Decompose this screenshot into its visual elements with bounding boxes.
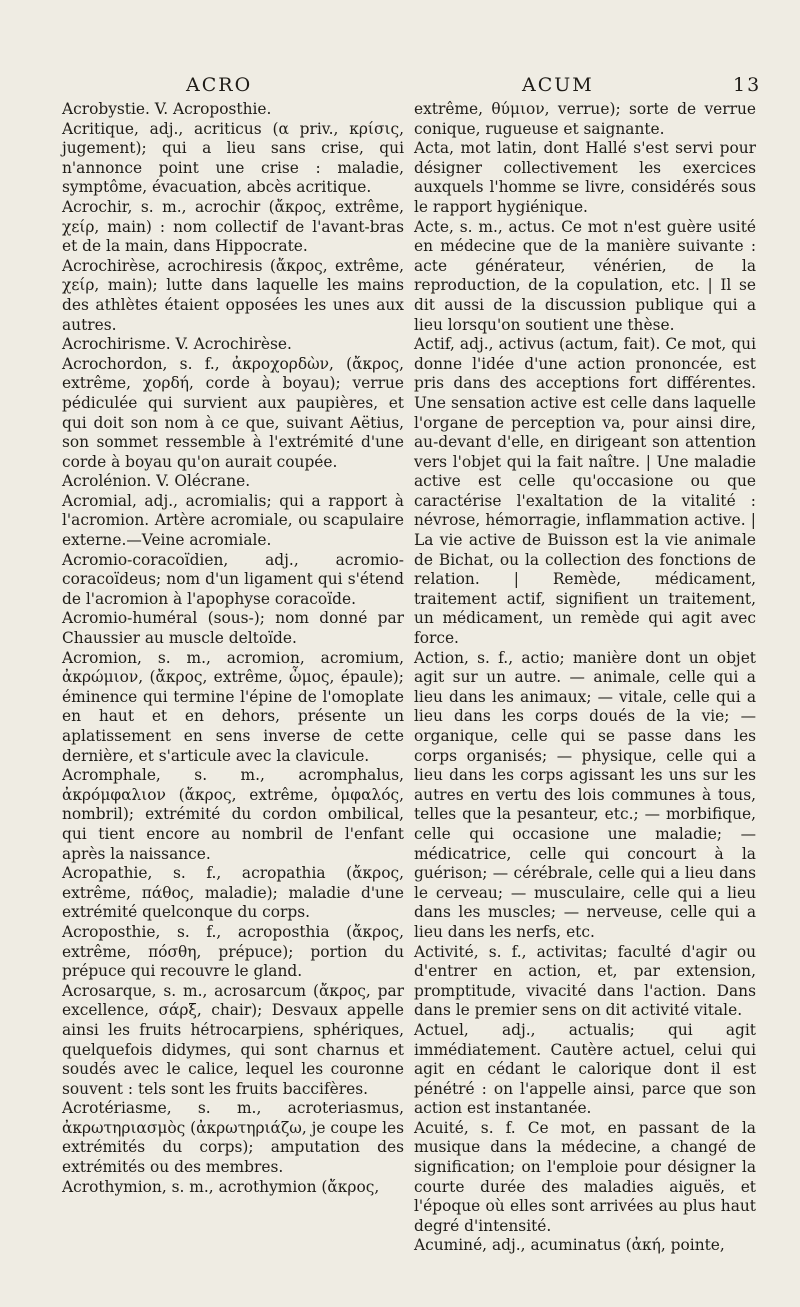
entry-acrobystie: Acrobystie. V. Acroposthie.	[62, 100, 272, 118]
entry-acropathie: Acropathie, s. f., acropathia (ἄκρος, extrême, πάθος, maladie); maladie d'une extrémité quelconque du corps.	[62, 864, 404, 922]
entry-acrolenion: Acrolénion. V. Olécrane.	[62, 472, 251, 491]
entry-actif: Actif, adj., activus (actum, fait). Ce mot, qui donne l'idée d'une action prononcée, est pris dans des acceptions fort différentes. Une sensation active est celle dans laquelle l'organe de perception va, pour ainsi dire, au-devant d'elle, en dirigeant son attention vers l'objet qui la fait naître. | Une maladie active est celle qu'occasione ou que caractérise l'exaltation de la vitalité : névrose, hémorragie, inflammation active. | La vie active de Buisson est la vie animale de Bichat, ou la collection des fonctions de relation. | Remède, médicament, traitement actif, signifient un traitement, un médicament, un remède qui agit avec force.	[414, 335, 756, 648]
entry-acrochordon: Acrochordon, s. f., ἀκροχορδὼν, (ἄκρος, extrême, χορδή, corde à boyau); verrue pédiculée qui survient aux paupières, et qui doit son nom à ce que, suivant Aëtius, son sommet ressemble à l'extrémité d'une corde à boyau qu'on aurait coupée.	[62, 354, 404, 471]
entry-acrochir: Acrochir, s. m., acrochir (ἄκρος, extrême, χείρ, main) : nom collectif de l'avant-bras et de la main, dans Hippocrate.	[62, 197, 404, 256]
entry-acromion: Acromion, s. m., acromion, acromium, ἀκρώμιον, (ἄκρος, extrême, ὦμος, épaule); éminence qui termine l'épine de l'omoplate en haut et en dehors, présente un aplatissement en sens inverse de cette dernière, et s'articule avec la clavicule.	[62, 648, 404, 765]
entry-activite: Activité, s. f., activitas; faculté d'agir ou d'entrer en action, et, par extension, promptitude, vivacité dans l'action. Dans dans le premier sens on dit activité vitale.	[414, 942, 756, 1020]
entry-acte: Acte, s. m., actus. Ce mot n'est guère usité en médecine que de la manière suivante : acte générateur, vénérien, de la reproduction, de la copulation, etc. | Il se dit aussi de la discussion publique qui a lieu lorsqu'on soutient une thèse.	[414, 217, 756, 334]
entry-acrochirese: Acrochirèse, acrochiresis (ἄκρος, extrême, χείρ, main); lutte dans laquelle les mains des athlètes étaient opposées les unes aux autres.	[62, 256, 404, 334]
entry-acromphale: Acromphale, s. m., acromphalus, ἀκρόμφαλιον (ἄκρος, extrême, ὀμφαλός, nombril); extrémité du cordon ombilical, qui tient encore au nombril de l'enfant après la naissance.	[62, 766, 404, 863]
header-left-guideword: ACRO	[186, 74, 253, 96]
entry-acroteriasme: Acrotériasme, s. m., acroteriasmus, ἀκρωτηριασμὸς (ἀκρωτηριάζω, je coupe les extrémités du corps); amputation des extrémités ou des membres.	[62, 1099, 404, 1177]
right-column	[414, 100, 756, 1256]
entry-acrothymion-continued: extrême, θύμιον, verrue); sorte de verrue conique, rugueuse et saignante.	[414, 100, 756, 138]
entry-acromial: Acromial, adj., acromialis; qui a rapport à l'acromion. Artère acromiale, ou scapulaire externe.—Veine acromiale.	[62, 491, 404, 550]
entry-acromio-humeral: Acromio-huméral (sous-); nom donné par Chaussier au muscle deltoïde.	[62, 609, 404, 648]
page-number: 13	[733, 74, 762, 96]
entry-acritique: Acritique, adj., acriticus (α priv., κρίσις, jugement); qui a lieu sans crise, qui n'annonce point une crise : maladie, symptôme, évacuation, abcès acritique.	[62, 119, 404, 197]
entry-acrosarque: Acrosarque, s. m., acrosarcum (ἄκρος, par excellence, σάρξ, chair); Desvaux appelle ainsi les fruits hétrocarpiens, sphériques, quelquefois didymes, qui sont charnus et soudés avec le calice, lequel les couronne souvent : tels sont les fruits baccifères.	[62, 981, 404, 1098]
entry-acrochirisme: Acrochirisme. V. Acrochirèse.	[62, 335, 292, 354]
entry-acromio-coracoidien: Acromio-coracoïdien, adj., acromio-coracoïdeus; nom d'un ligament qui s'étend de l'acromion à l'apophyse coracoïde.	[62, 550, 404, 608]
entry-acta: Acta, mot latin, dont Hallé s'est servi pour désigner collectivement les exercices auxquels l'homme se livre, considérés sous le rapport hygiénique.	[414, 139, 756, 216]
left-column	[62, 100, 404, 1197]
entry-acroposthie: Acroposthie, s. f., acroposthia (ἄκρος, extrême, πόσθη, prépuce); portion du prépuce qui recouvre le gland.	[62, 922, 404, 981]
entry-acuite: Acuité, s. f. Ce mot, en passant de la musique dans la médecine, a changé de signification; on l'emploie pour désigner la courte durée des maladies aiguës, et l'époque où elles sont arrivées au plus haut degré d'intensité.	[414, 1118, 756, 1235]
entry-acumine: Acuminé, adj., acuminatus (ἀκή, pointe,	[414, 1236, 725, 1255]
entry-acrothymion: Acrothymion, s. m., acrothymion (ἄκρος,	[62, 1177, 380, 1196]
running-header	[0, 74, 800, 100]
entry-action: Action, s. f., actio; manière dont un objet agit sur un autre. — animale, celle qui a lieu dans les animaux; — vitale, celle qui a lieu dans les corps doués de la vie; — organique, celle qui se passe dans les corps organisés; — physique, celle qui a lieu dans les corps agissant les uns sur les autres en vertu des lois communes à tous, telles que la pesanteur, etc.; — morbifique, celle qui occasione une maladie; — médicatrice, celle qui concourt à la guérison; — cérébrale, celle qui a lieu dans le cerveau; — musculaire, celle qui a lieu dans les muscles; — nerveuse, celle qui a lieu dans les nerfs, etc.	[414, 648, 756, 941]
header-right-guideword: ACUM	[522, 74, 594, 96]
entry-actuel: Actuel, adj., actualis; qui agit immédiatement. Cautère actuel, celui qui agit en cédant le calorique dont il est pénétré : on l'appelle ainsi, parce que son action est instantanée.	[414, 1020, 756, 1118]
